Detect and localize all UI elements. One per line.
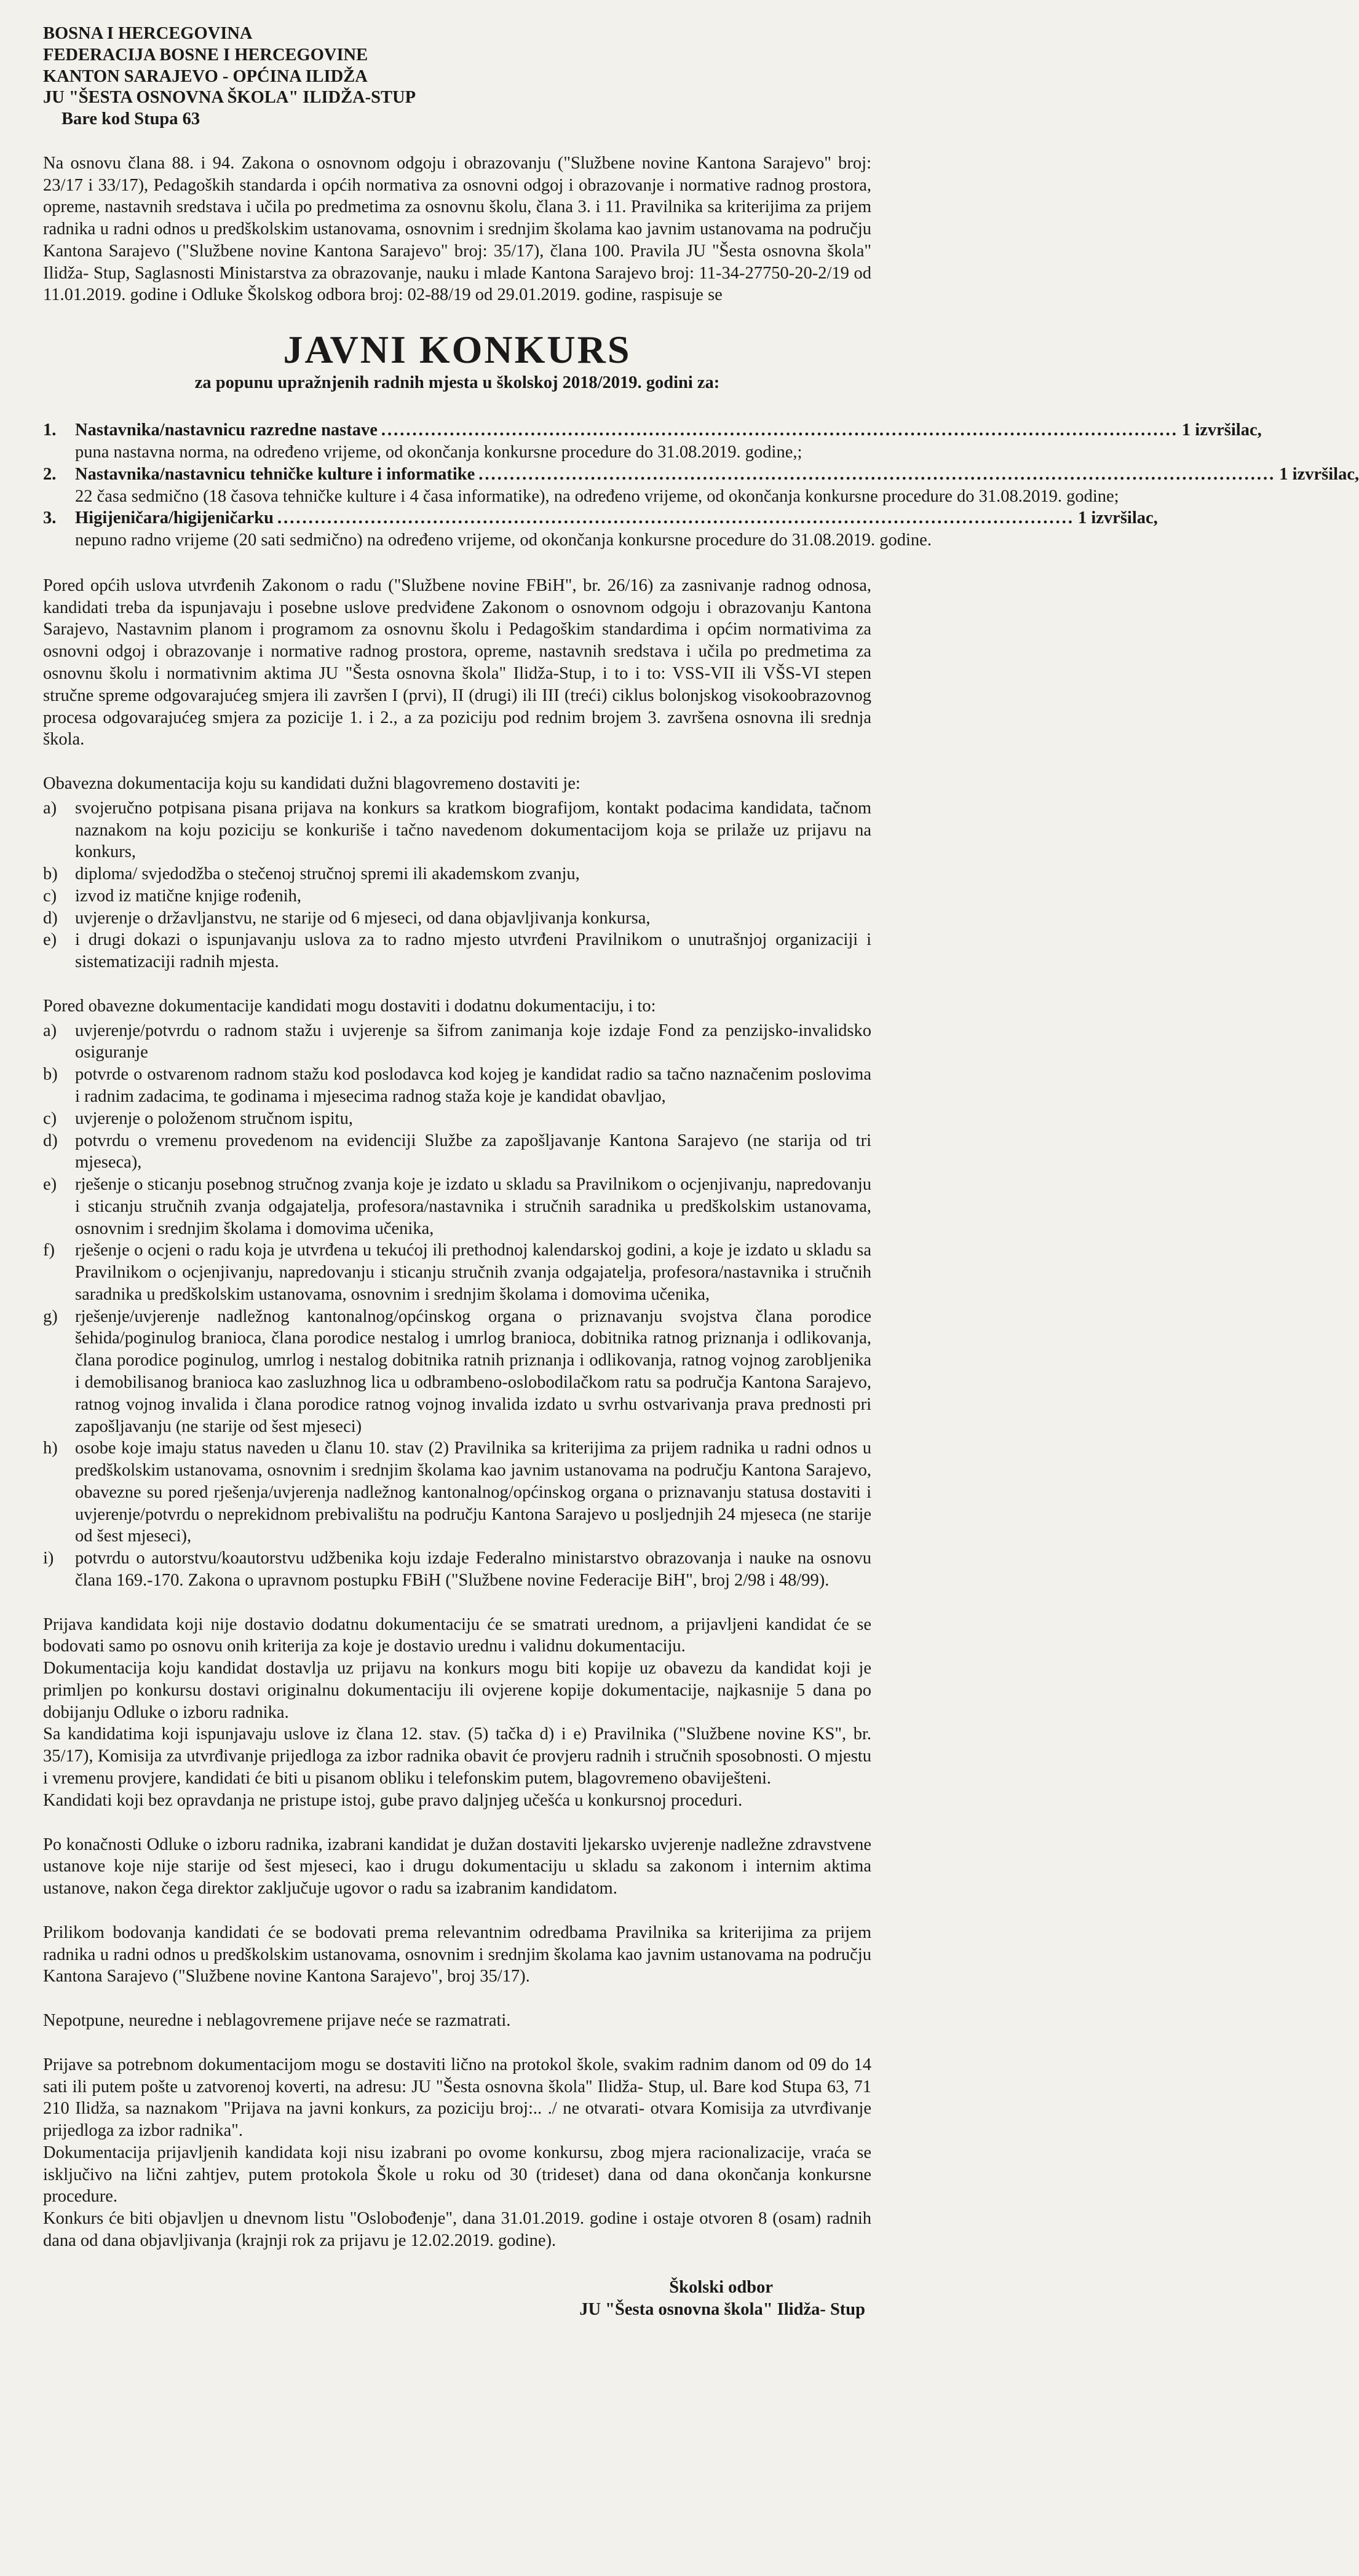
- list-item: [43, 1437, 871, 1547]
- header-address: Bare kod Stupa 63: [61, 109, 200, 129]
- position-leader-dots: ................................................................................................................................: [381, 421, 1178, 440]
- scoring-paragraph: Prilikom bodovanja kandidati će se bodovati prema relevantnim odredbama Pravilnika sa kriterijima za prijem radnika u radni odnos u predškolskim ustanovama, osnovnim i srednjim školama kao javnim ustanovama na području Kantona Sarajevo ("Službene novine Kantona Sarajevo", broj 35/17).: [43, 1922, 871, 1986]
- list-item-letter: e): [43, 930, 57, 950]
- list-item: [43, 1108, 871, 1130]
- position-item: [43, 419, 1262, 464]
- legal-basis-paragraph: Na osnovu člana 88. i 94. Zakona o osnovnom odgoju i obrazovanju ("Službene novine Kantona Sarajevo" broj: 23/17 i 33/17), Pedagoških standarda i općih normativa za osnovni odgoj i obrazovanje i normative radnog prostora, opreme, nastavnih sredstava i učila po predmetima za osnovnu školu, člana 3. i 11. Pravilnika sa kriterijima za prijem radnika u radni odnos u predškolskim ustanovama, osnovnim i srednjim školama kao javnim ustanovama na području Kantona Sarajevo ("Službene novine Kantona Sarajevo" broj: 35/17), člana 100. Pravila JU "Šesta osnovna škola" Ilidža- Stup, Saglasnosti Ministarstva za obrazovanje, nauku i mlade Kantona Sarajevo broj: 11-34-27750-20-2/19 od 11.01.2019. godine i Odluke Školskog odbora broj: 02-88/19 od 29.01.2019. godine, raspisuje se: [43, 153, 871, 305]
- list-item: [43, 797, 871, 863]
- list-item-letter: e): [43, 1175, 57, 1195]
- list-item-text: rješenje o ocjeni o radu koja je utvrđena u tekućoj ili prethodnoj kalendarskoj godini, a koje je izdato u skladu sa Pravilnikom o ocjenjivanju, napredovanju i sticanju stručnih zvanja odgajatelja, profesora/nastavnika i stručnih saradnika u predškolskim ustanovama, osnovnim i srednjim školama i domovima učenika,: [75, 1241, 871, 1304]
- list-item-text: osobe koje imaju status naveden u članu 10. stav (2) Pravilnika sa kriterijima za prijem radnika u radni odnos u predškolskim ustanovama, osnovnim i srednjim školama kao javnim ustanovama na području Kantona Sarajevo, obavezne su pored rješenja/uvjerenja nadležnog kantonalnog/općinskog organa o priznavanju statusa dostaviti i uvjerenje/potvrdu o neprekidnom prebivalištu na području Kantona Sarajevo u posljednjih 24 mjeseca (ne starije od šest mjeseci),: [75, 1439, 871, 1546]
- signature-board: Školski odbor: [669, 2277, 773, 2297]
- list-item: [43, 1306, 871, 1438]
- list-item-text: potvrdu o vremenu provedenom na evidenciji Službe za zapošljavanje Kantona Sarajevo (ne starija od tri mjeseca),: [75, 1131, 871, 1172]
- list-item-text: potvrde o ostvarenom radnom stažu kod poslodavca kod kojeg je kandidat radio sa tačno naznačenim poslovima i radnim zadacima, te godinama i mjesecima radnog staža koje je kandidat obavljao,: [75, 1065, 871, 1107]
- list-item-letter: b): [43, 864, 58, 884]
- list-item: [43, 885, 871, 907]
- header-school: JU "ŠESTA OSNOVNA ŠKOLA" ILIDŽA-STUP: [43, 88, 416, 108]
- list-item-text: uvjerenje/potvrdu o radnom stažu i uvjerenje sa šifrom zanimanja koje izdaje Fond za penzijsko-invalidsko osiguranje: [75, 1021, 871, 1062]
- position-description: 22 časa sedmično (18 časova tehničke kulture i 4 časa informatike), na određeno vrijeme, od okončanja konkursne procedure do 31.08.2019. godine;: [75, 486, 1119, 506]
- list-item-letter: i): [43, 1549, 54, 1568]
- position-title: Nastavnika/nastavnicu tehničke kulture i informatike: [75, 464, 475, 484]
- application-notes-block: [43, 1614, 871, 1812]
- list-item-letter: d): [43, 908, 58, 928]
- list-item-letter: g): [43, 1306, 58, 1326]
- list-item-text: rješenje o sticanju posebnog stručnog zvanja koje je izdato u skladu sa Pravilnikom o ocjenjivanju, napredovanju i sticanju stručnih zvanja odgajatelja, profesora/nastavnika i stručnih saradnika u predškolskim ustanovama, osnovnim i srednjim školama i domovima učenika,: [75, 1175, 871, 1238]
- position-leader-dots: ................................................................................................................................: [277, 508, 1074, 528]
- header-country: BOSNA I HERCEGOVINA: [43, 24, 253, 43]
- signature-block: [43, 2277, 871, 2321]
- submission-notes-block: [43, 2054, 871, 2252]
- header-federation: FEDERACIJA BOSNE I HERCEGOVINE: [43, 45, 368, 65]
- incomplete-applications-paragraph: Nepotpune, neuredne i neblagovremene prijave neće se razmatrati.: [43, 2011, 511, 2031]
- list-item: [43, 863, 871, 885]
- position-item: [43, 507, 1158, 551]
- list-item-letter: h): [43, 1439, 58, 1458]
- list-item: [43, 929, 871, 973]
- position-count: 1 izvršilac,: [1279, 464, 1359, 484]
- list-item-letter: d): [43, 1131, 58, 1150]
- mandatory-docs-list: [43, 797, 871, 973]
- document-header: [43, 23, 871, 130]
- list-item-text: rješenje/uvjerenje nadležnog kantonalnog/općinskog organa o priznavanju svojstva člana porodice šehida/poginulog branioca, člana porodice nestalog i umrlog branioca, dobitnika ratnog priznanja i odlikovanja, člana porodice poginulog, umrlog i nestalog dobitnika ratnih priznanja i odlikovanja, ratnog vojnog zarobljenika i demobilisanog branioca kao zasluzhnog lica u odbrambeno-oslobodilačkom ratu sa područja Kantona Sarajevo, ratnog vojnog invalida i člana porodice ratnog vojnog invalida izdato u svrhu ostvarivanja prava prednosti pri zapošljavanju (ne starije od šest mjeseci): [75, 1306, 871, 1436]
- position-item: [43, 464, 1359, 508]
- list-item-text: i drugi dokazi o ispunjavanju uslova za to radno mjesto utvrđeni Pravilnikom o unutrašnjoj organizaciji i sistematizaciji radnih mjesta.: [75, 930, 871, 972]
- list-item-text: svojeručno potpisana pisana prijava na konkurs sa kratkom biografijom, kontakt podacima kandidata, tačnom naznakom na koju poziciju se konkuriše i tačno navedenom dokumentacijom koja se prilaže uz prijavu na konkurs,: [75, 798, 871, 862]
- list-item-text: uvjerenje o položenom stručnom ispitu,: [75, 1108, 353, 1128]
- position-description: nepuno radno vrijeme (20 sati sedmično) na određeno vrijeme, od okončanja konkursne procedure do 31.08.2019. godine.: [75, 531, 932, 550]
- header-canton: KANTON SARAJEVO - OPĆINA ILIDŽA: [43, 66, 368, 86]
- list-item: [43, 1130, 871, 1174]
- position-number: 3.: [43, 508, 57, 528]
- position-count: 1 izvršilac,: [1181, 421, 1262, 440]
- note-paragraph: Sa kandidatima koji ispunjavaju uslove iz člana 12. stav. (5) tačka d) i e) Pravilnika ("Službene novine KS", br. 35/17), Komisija za utvrđivanje prijedloga za izbor radnika obavit će provjeru radnih i stručnih sposobnosti. O mjestu i vremenu provjere, kandidati će biti u pisanom obliku i telefonskim putem, blagovremeno obaviješteni.: [43, 1725, 871, 1788]
- position-description: puna nastavna norma, na određeno vrijeme, od okončanja konkursne procedure do 31.08.2019. godine,;: [75, 443, 802, 462]
- additional-docs-intro: Pored obavezne dokumentacije kandidati mogu dostaviti i dodatnu dokumentaciju, i to:: [43, 996, 656, 1016]
- list-item-text: diploma/ svjedodžba o stečenoj stručnoj spremi ili akademskom zvanju,: [75, 864, 580, 884]
- document-title: JAVNI KONKURS: [283, 328, 632, 372]
- position-leader-dots: ................................................................................................................................: [478, 464, 1276, 484]
- conditions-paragraph: Pored općih uslova utvrđenih Zakonom o radu ("Službene novine FBiH", br. 26/16) za zasnivanje radnog odnosa, kandidati treba da ispunjavaju i posebne uslove predviđene Zakonom o osnovnom odgoju i obrazovanju Kantona Sarajevo, Nastavnim planom i programom za osnovnu školu i Pedagoškim standardima i općim normativima za osnovni odgoj i obrazovanje i normative radnog prostora, opreme, nastavnih sredstava i učila po predmetima za osnovnu školu i normativnim aktima JU "Šesta osnovna škola" Ilidža-Stup, i to i to: VSS-VII ili VŠS-VI stepen stručne spreme odgovarajućeg smjera ili završen I (prvi), II (drugi) ili III (treći) ciklus bolonjskog visokoobrazovnog procesa odgovarajućeg smjera za pozicije 1. i 2., a za poziciju pod rednim brojem 3. završena osnovna ili srednja škola.: [43, 575, 871, 749]
- note-paragraph: Prijava kandidata koji nije dostavio dodatnu dokumentaciju će se smatrati urednom, a prijavljeni kandidat će se bodovati samo po osnovu onih kriterija za koje je dostavio urednu i validnu dokumentaciju.: [43, 1614, 871, 1656]
- medical-certificate-paragraph: Po konačnosti Odluke o izboru radnika, izabrani kandidat je dužan dostaviti ljekarsko uvjerenje nadležne zdravstvene ustanove koje nije starije od šest mjeseci, kao i drugu dokumentaciju u skladu sa zakonom i internim aktima ustanove, nakon čega direktor zaključuje ugovor o radu sa izabranim kandidatom.: [43, 1835, 871, 1898]
- positions-list: [43, 419, 1359, 551]
- note-paragraph: Dokumentacija prijavljenih kandidata koji nisu izabrani po ovome konkursu, zbog mjera racionalizacije, vraća se isključivo na lični zahtjev, putem protokola Škole u roku od 30 (trideset) dana od dana okončanja konkursne procedure.: [43, 2143, 871, 2207]
- document-subtitle: za popunu upražnjenih radnih mjesta u školskoj 2018/2019. godini za:: [194, 373, 720, 392]
- list-item: [43, 1174, 871, 1239]
- additional-docs-list: [43, 1020, 871, 1592]
- list-item-text: potvrdu o autorstvu/koautorstvu udžbenika koju izdaje Federalno ministarstvo obrazovanja i nauke na osnovu člana 169.-170. Zakona o upravnom postupku FBiH ("Službene novine Federacije BiH", broj 2/98 i 48/99).: [75, 1549, 871, 1590]
- list-item-letter: c): [43, 886, 57, 906]
- mandatory-docs-intro: Obavezna dokumentacija koju su kandidati dužni blagovremeno dostaviti je:: [43, 774, 580, 794]
- list-item-letter: a): [43, 798, 57, 818]
- note-paragraph: Dokumentacija koju kandidat dostavlja uz prijavu na konkurs mogu biti kopije uz obavezu da kandidat koji je primljen po konkursu dostavi originalnu dokumentaciju ili ovjerene kopije dokumentacije, najkasnije 5 dana po dobijanju Odluke o izboru radnika.: [43, 1659, 871, 1722]
- list-item: [43, 1239, 871, 1305]
- note-paragraph: Kandidati koji bez opravdanja ne pristupe istoj, gube pravo daljnjeg učešća u konkursnoj proceduri.: [43, 1790, 743, 1810]
- list-item-letter: c): [43, 1108, 57, 1128]
- list-item: [43, 1064, 871, 1108]
- list-item-letter: a): [43, 1021, 57, 1040]
- position-count: 1 izvršilac,: [1077, 508, 1158, 528]
- note-paragraph: Prijave sa potrebnom dokumentacijom mogu se dostaviti lično na protokol škole, svakim radnim danom od 09 do 14 sati ili putem pošte u zatvorenoj koverti, na adresu: JU "Šesta osnovna škola" Ilidža- Stup, ul. Bare kod Stupa 63, 71 210 Ilidža, sa naznakom "Prijava na javni konkurs, za poziciju broj:.. ./ ne otvarati- otvara Komisija za utvrđivanje prijedloga za izbor radnika".: [43, 2055, 871, 2141]
- signature-school: JU "Šesta osnovna škola" Ilidža- Stup: [579, 2299, 865, 2319]
- list-item-letter: f): [43, 1241, 55, 1260]
- list-item: [43, 907, 871, 930]
- list-item-text: izvod iz matične knjige rođenih,: [75, 886, 302, 906]
- list-item-text: uvjerenje o državljanstvu, ne starije od 6 mjeseci, od dana objavljivanja konkursa,: [75, 908, 651, 928]
- position-title: Higijeničara/higijeničarku: [75, 508, 274, 528]
- position-number: 1.: [43, 421, 57, 440]
- position-number: 2.: [43, 464, 57, 484]
- list-item: [43, 1020, 871, 1064]
- note-paragraph: Konkurs će biti objavljen u dnevnom listu "Oslobođenje", dana 31.01.2019. godine i ostaje otvoren 8 (osam) radnih dana od dana objavljivanja (krajnji rok za prijavu je 12.02.2019. godine).: [43, 2209, 871, 2250]
- position-title: Nastavnika/nastavnicu razredne nastave: [75, 421, 378, 440]
- list-item: [43, 1547, 871, 1592]
- list-item-letter: b): [43, 1065, 58, 1085]
